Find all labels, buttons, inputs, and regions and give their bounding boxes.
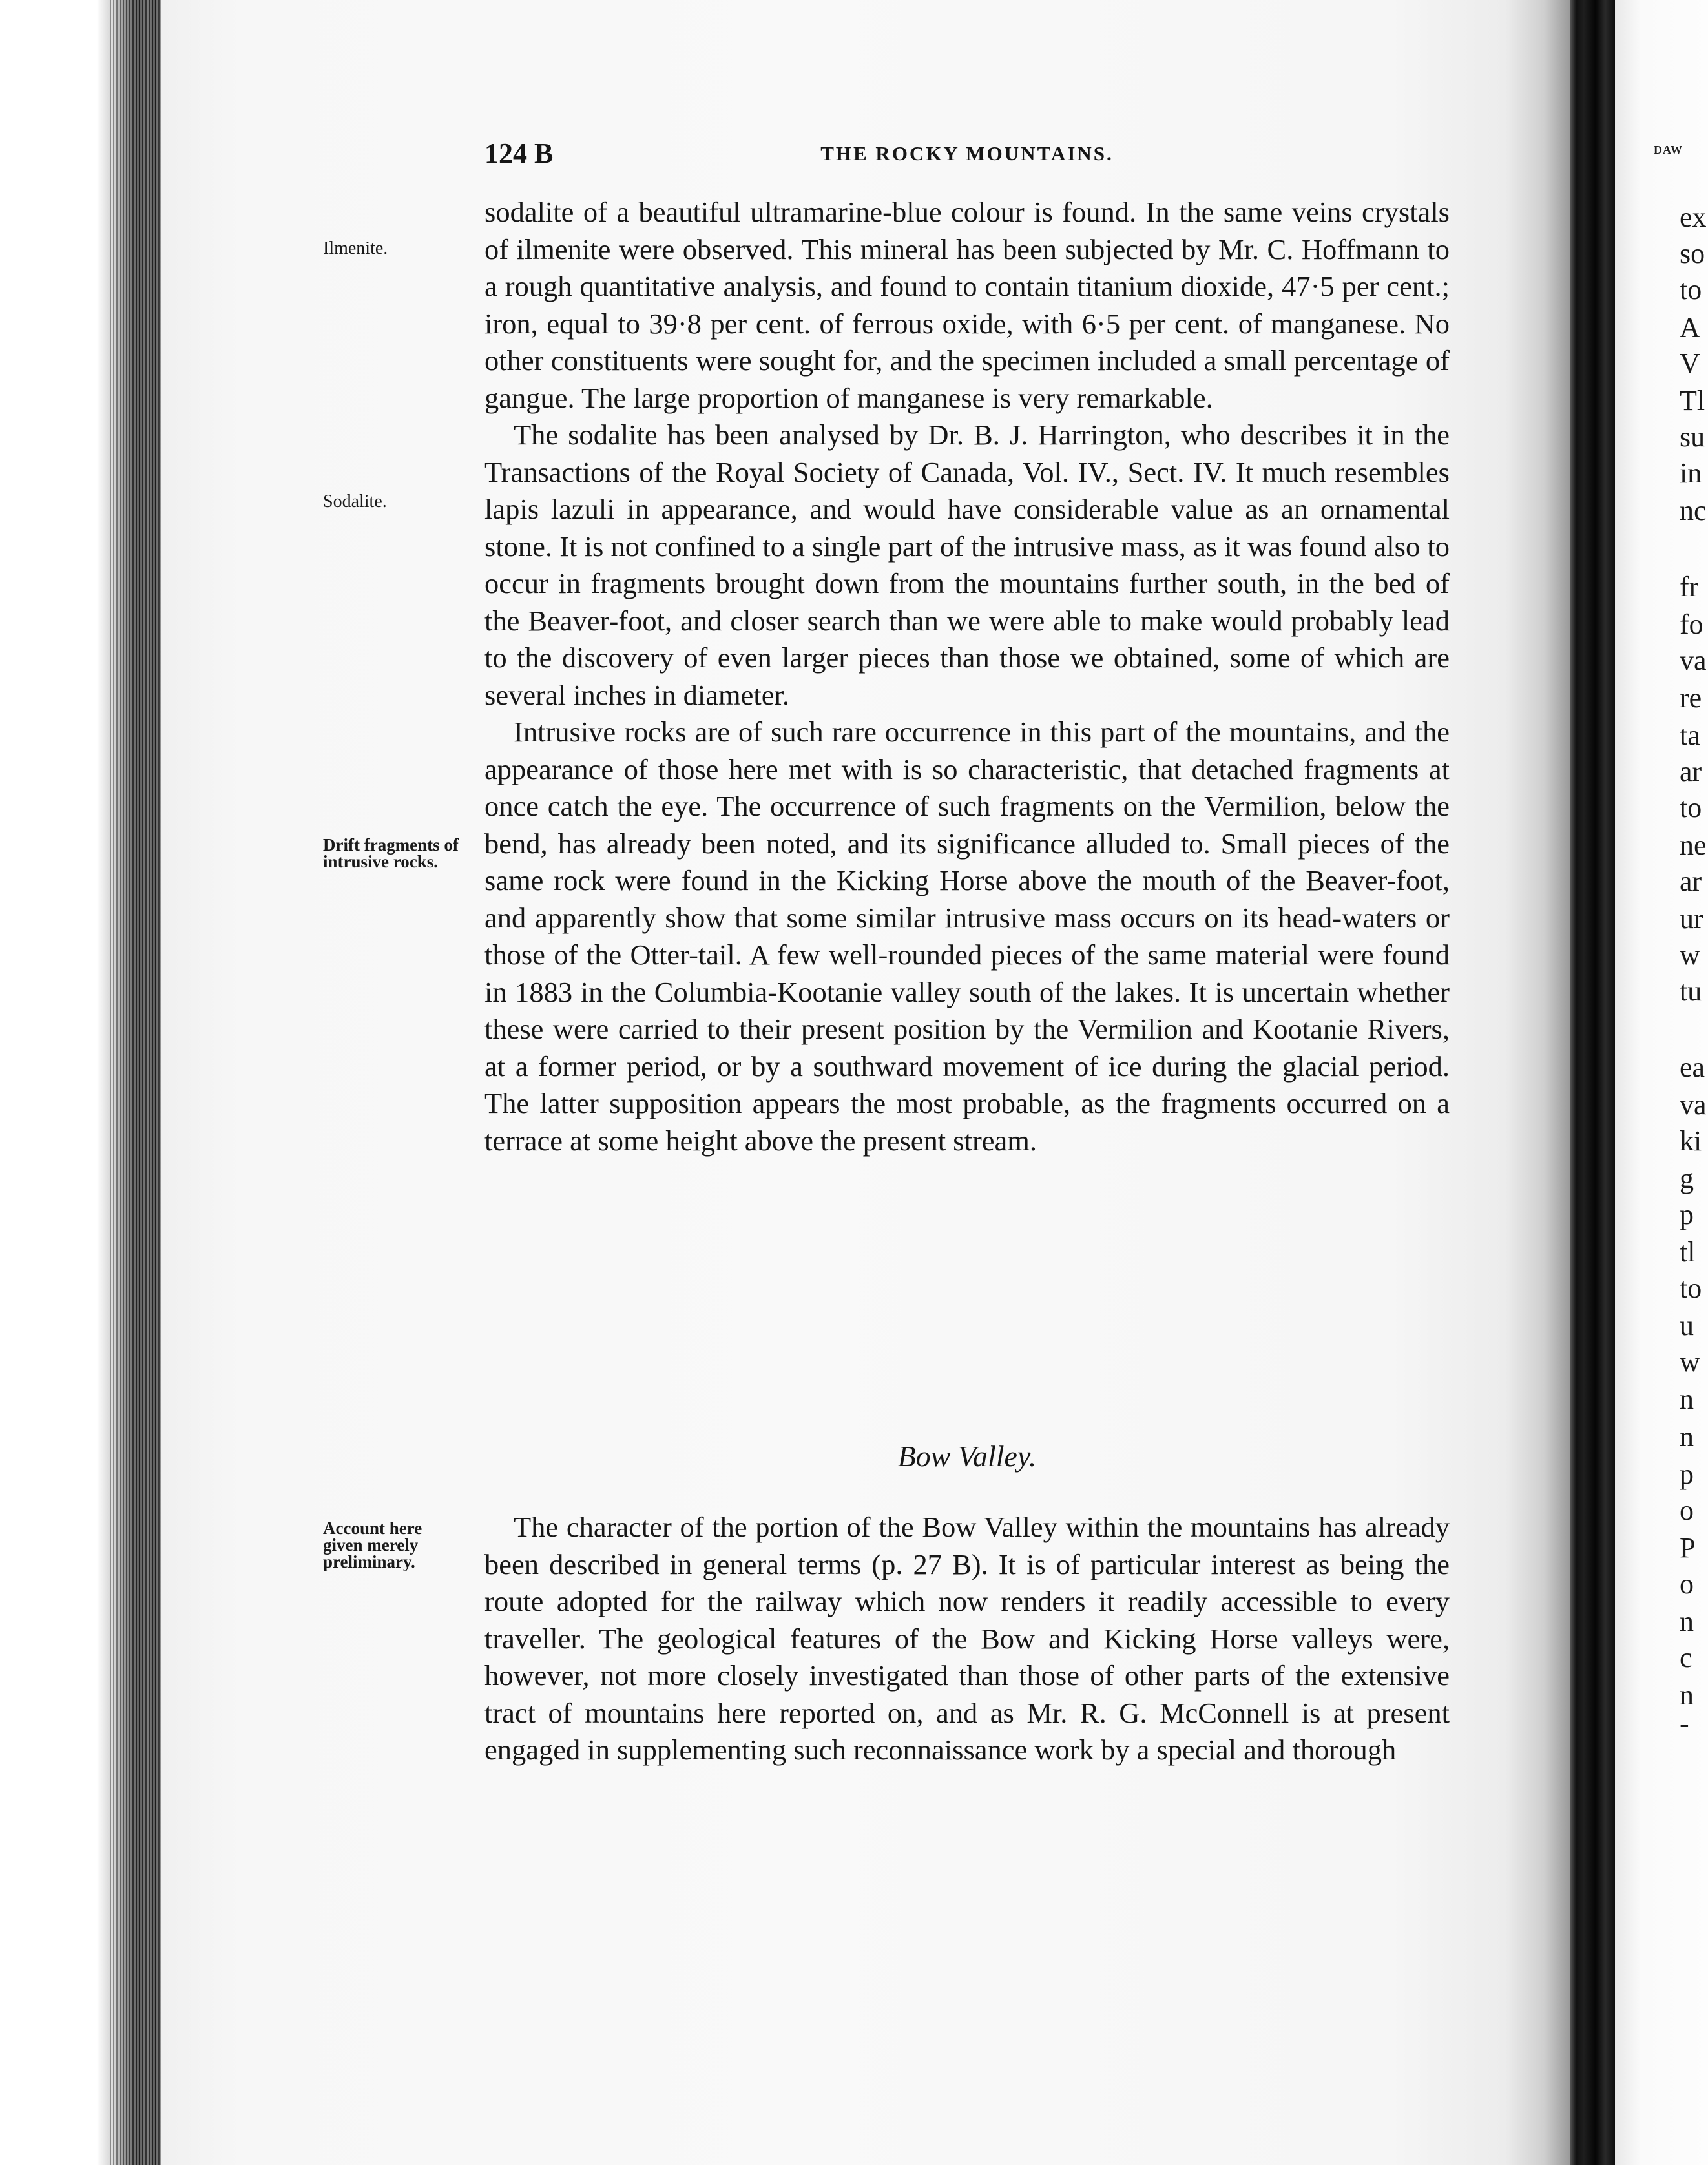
margin-note-account: Account here given merely preliminary. — [323, 1518, 422, 1571]
facing-page-fragment: va — [1680, 645, 1707, 676]
facing-page-fragment: c — [1680, 1642, 1692, 1673]
facing-page-fragment: A — [1680, 311, 1700, 343]
facing-page-fragment: w — [1680, 939, 1700, 971]
facing-page-fragment: ki — [1680, 1125, 1702, 1157]
facing-page-fragment: n — [1680, 1679, 1694, 1711]
facing-page-fragment: w — [1680, 1346, 1700, 1378]
facing-page-header: DAW — [1654, 143, 1683, 156]
page-number: 124 B — [484, 138, 554, 169]
facing-page-fragment: to — [1680, 1272, 1702, 1304]
facing-page-fragment: p — [1680, 1199, 1694, 1230]
paragraph-bow-valley: The character of the portion of the Bow Valley within the mountains has already been described in general terms (p. 27 B). It is of particular interest as being the route adopted for the railway which now renders it readily accessible to every traveller. The geological features of the Bow and Kicking Horse valleys were, however, not more closely investigated than those of other parts of the extensive tract of mountains here reported on, and as Mr. R. G. McConnell is at present engaged in supplementing such reconnaissance work by a special and thorough — [484, 1511, 1450, 1766]
facing-page-fragment: g — [1680, 1163, 1694, 1194]
facing-page-fragment: in — [1680, 457, 1702, 489]
facing-page-fragment: V — [1680, 347, 1700, 379]
facing-page-fragment: so — [1680, 238, 1705, 269]
facing-page-fragment: to — [1680, 792, 1702, 824]
facing-page-fragment: to — [1680, 274, 1702, 306]
body-text-bow-valley — [484, 1509, 1450, 1769]
paragraph-sodalite: The sodalite has been analysed by Dr. B. J. Harrington, who describes it in the Transactions of the Royal Society of Canada, Vol. IV., Sect. IV. It much resembles lapis lazuli in appearance, and would have considerable value as an ornamental stone. It is not confined to a single part of the intrusive mass, as it was found also to occur in fragments brought down from the mountains further south, in the bed of the Beaver-foot, and closer search than we were able to make would probably lead to the discovery of even larger pieces than those we obtained, some of which are several inches in diameter. — [484, 419, 1450, 711]
facing-page-fragment: tu — [1680, 975, 1702, 1007]
margin-note-drift-fragments: Drift fragments of intrusive rocks. — [323, 835, 459, 871]
paragraph-ilmenite: sodalite of a beautiful ultramarine-blue colour is found. In the same veins crystals of ilmenite were observed. This mineral has been subjected by Mr. C. Hoffmann to a rough quantitative analysis, and found to contain titanium dioxide, 47·5 per cent.; iron, equal to 39·8 per cent. of ferrous oxide, with 6·5 per cent. of manganese. No other constituents were sought for, and the specimen included a small percentage of gangue. The large proportion of manganese is very remarkable. — [484, 196, 1450, 414]
facing-page-fragment: fo — [1680, 608, 1703, 640]
facing-page-fragment: ex — [1680, 202, 1707, 233]
facing-page-fragment: n — [1680, 1421, 1694, 1453]
margin-note-sodalite: Sodalite. — [323, 492, 387, 512]
facing-page-fragment: Tl — [1680, 385, 1705, 417]
paragraph-drift: Intrusive rocks are of such rare occurrence in this part of the mountains, and the appearance of those here met with is so characteristic, that detached fragments at once catch the eye. The occurrence of such fragments on the Vermilion, below the bend, has already been noted, and its significance alluded to. Small pieces of the same rock were found in the Kicking Horse above the mouth of the Beaver-foot, and apparently show that some similar intrusive mass occurs on its head-waters or those of the Otter-tail. A few well-rounded pieces of the same material were found in 1883 in the Columbia-Kootanie valley south of the lakes. It is uncertain whether these were carried to their present position by the Vermilion and Kootanie Rivers, at a former period, or by a southward movement of ice during the glacial period. The latter supposition appears the most probable, as the fragments occurred on a terrace at some height above the present stream. — [484, 716, 1450, 1157]
running-title: THE ROCKY MOUNTAINS. — [820, 142, 1114, 165]
facing-page-fragment: u — [1680, 1310, 1694, 1341]
facing-page-fragment: ur — [1680, 903, 1703, 935]
facing-page-fragment: o — [1680, 1568, 1694, 1600]
body-text — [484, 194, 1450, 1159]
facing-page-fragment: ea — [1680, 1051, 1705, 1083]
facing-page-edge — [1615, 0, 1708, 2165]
facing-page-fragment: re — [1680, 682, 1702, 714]
margin-note-ilmenite: Ilmenite. — [323, 238, 388, 258]
book-gutter — [1570, 0, 1615, 2165]
facing-page-fragment: P — [1680, 1532, 1696, 1564]
facing-page-fragment: nc — [1680, 495, 1707, 526]
facing-page-fragment: ar — [1680, 865, 1702, 897]
facing-page-fragment: tl — [1680, 1236, 1696, 1268]
page-stack-edges — [110, 0, 161, 2165]
running-head — [484, 137, 1450, 173]
facing-page-fragment: o — [1680, 1495, 1694, 1526]
facing-page-fragment: n — [1680, 1383, 1694, 1415]
section-heading: Bow Valley. — [897, 1440, 1037, 1473]
facing-page-fragment: va — [1680, 1089, 1707, 1121]
facing-page-fragment: p — [1680, 1458, 1694, 1490]
facing-page-fragment: ar — [1680, 756, 1702, 787]
facing-page-fragment: fr — [1680, 571, 1699, 603]
facing-page-fragment: ta — [1680, 720, 1700, 751]
facing-page-fragment: n — [1680, 1606, 1694, 1637]
facing-page-fragment: su — [1680, 421, 1705, 453]
facing-page-fragment: ne — [1680, 829, 1707, 861]
facing-page-fragment: - — [1680, 1708, 1689, 1739]
